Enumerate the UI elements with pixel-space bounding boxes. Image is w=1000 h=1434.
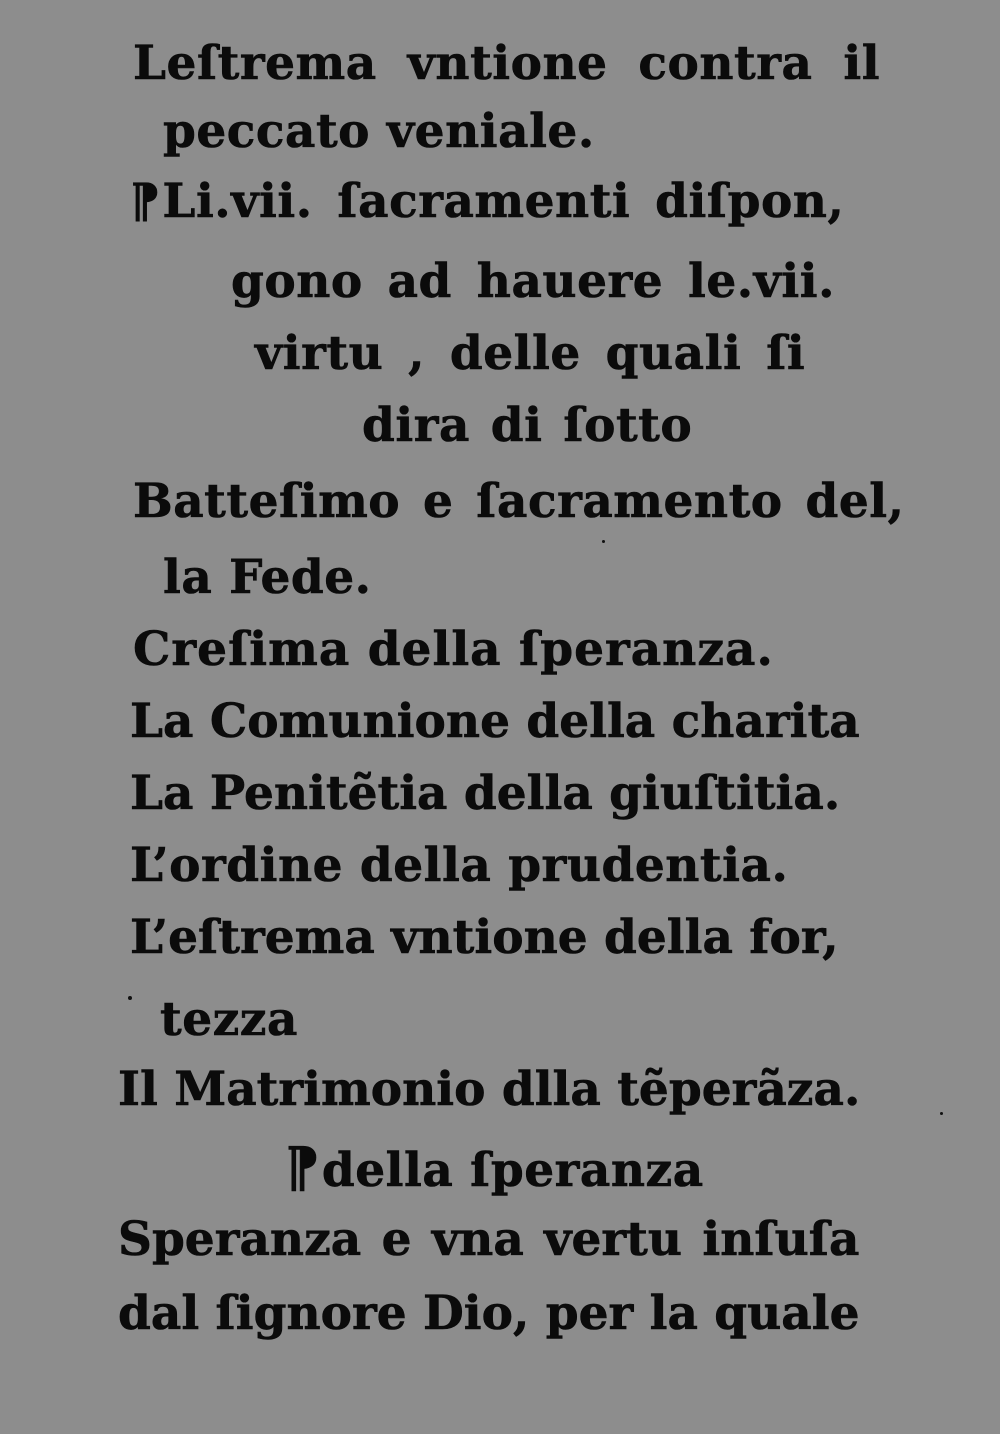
- text-line-content: Batteſimo e ſacramento del: [133, 474, 888, 529]
- paragraph-mark-icon: ¶: [130, 174, 161, 229]
- text-line: Creſima della ſperanza.: [133, 622, 774, 677]
- text-line: [133, 474, 905, 529]
- line-hyphen-mark: ,: [887, 474, 905, 529]
- text-line-content: Li.vii. ſacramenti diſpon: [162, 174, 828, 229]
- text-line: dira di ſotto: [362, 398, 693, 453]
- text-line: Speranza e vna vertu inſuſa: [118, 1212, 860, 1267]
- text-line: La Penitẽtia della giuſtitia.: [130, 766, 841, 821]
- ink-speck: [128, 996, 132, 1000]
- text-line: [130, 174, 845, 229]
- line-hyphen-mark: ,: [827, 174, 845, 229]
- text-line: L’ordine della prudentia.: [130, 838, 789, 893]
- ink-speck: [602, 540, 605, 543]
- text-line: dal ſignore Dio, per la quale: [118, 1286, 860, 1341]
- text-line: Leſtrema vntione contra il: [133, 36, 881, 91]
- text-line: Il Matrimonio dlla tẽperãza.: [118, 1062, 861, 1117]
- text-line: tezza: [160, 992, 298, 1047]
- text-line: [130, 910, 839, 965]
- text-line: [285, 1135, 704, 1199]
- text-line: gono ad hauere le.vii.: [231, 254, 836, 309]
- ink-speck: [940, 1112, 943, 1115]
- paragraph-mark-icon: ¶: [285, 1135, 320, 1199]
- text-line: virtu , delle quali ſi: [255, 326, 806, 381]
- section-heading: della ſperanza: [321, 1143, 704, 1198]
- text-line: peccato veniale.: [163, 104, 595, 159]
- line-hyphen-mark: ,: [822, 910, 839, 965]
- text-line-content: L’eſtrema vntione della for: [130, 910, 823, 965]
- text-line: La Comunione della charita: [130, 694, 860, 749]
- text-line: la Fede.: [163, 550, 372, 605]
